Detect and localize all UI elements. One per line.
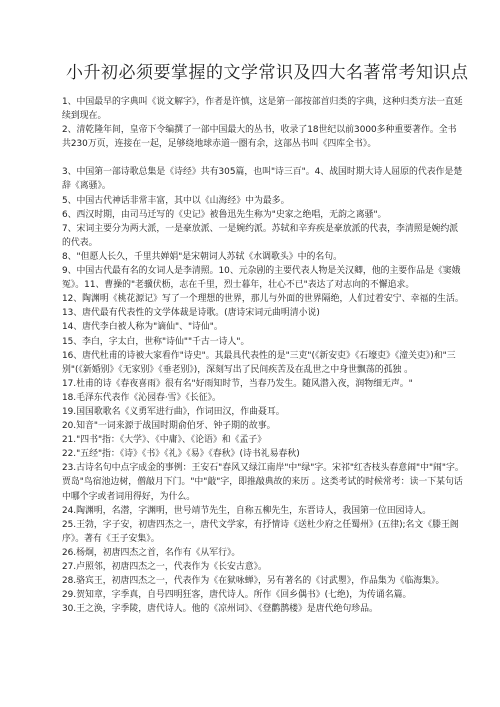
paragraph: 8、"但愿人长久，千里共婵娟"是宋朝词人苏轼《水调歌头》中的名句。 — [62, 251, 343, 262]
paragraph: 3、中国第一部诗歌总集是《诗经》共有305篇，也叫"诗三百"。4、战国时期大诗人屈原的代表作是楚辞《离骚》。 — [62, 167, 463, 192]
paragraph: 2、清乾隆年间，皇帝下令编撰了一部中国最大的丛书，收录了18世纪以前3000多种重要著作。全书共230万页，连接在一起，足够绕地球赤道一圈有余，这部丛书叫《四库全书》。 — [62, 125, 457, 150]
paragraph: 18.毛泽东代表作《沁园春·雪》《长征》。 — [62, 392, 221, 403]
paragraph: 1、中国最早的字典叫《说文解字》，作者是许慎，这是第一部按部首归类的字典，这种归类方法一直延续到现在。 — [62, 97, 463, 122]
paragraph-list — [62, 95, 464, 616]
paragraph: 29.贺知章，字季真，自号四明狂客，唐代诗人。所作《回乡偶书》(七绝)，为传诵名篇。 — [62, 590, 412, 601]
paragraph: 17.杜甫的诗《春夜喜雨》很有名"好雨知时节，当春乃发生。随风潜入夜，润物细无声。" — [62, 378, 413, 389]
paragraph: 23.古诗名句中点字成金的事例：王安石"春风又绿江南岸"中"绿"字。宋祁"红杏枝头春意闹"中"闹"字。贾岛"鸟宿池边树，僧敲月下门。"中"敲"字，即推敲典故的来历 。这类考试的时候常考：读一下某句话中哪个字或者词用得好，为什么。 — [62, 463, 464, 502]
paragraph: 19.国国歌歌名《义勇军进行曲》，作词田汉，作曲聂耳。 — [62, 406, 285, 417]
paragraph: 14、唐代李白被人称为"谪仙"、"诗仙"。 — [62, 322, 223, 333]
paragraph: 25.王勃，字子安，初唐四杰之一，唐代文学家，有抒情诗《送杜少府之任蜀州》(五律);名文《滕王阁序》。著有《王子安集》。 — [62, 519, 459, 544]
paragraph: 22."五经"指：《诗》《书》《礼》《易》《春秋》(诗书礼易春秋) — [62, 449, 300, 460]
document-title: 小升初必须要掌握的文学常识及四大名著常考知识点 — [66, 63, 469, 83]
paragraph: 6、西汉时期，由司马迁写的《史记》被鲁迅先生称为"史家之绝唱，无韵之离骚"。 — [62, 209, 387, 220]
paragraph: 5、中国古代神话非常丰富，其中以《山海经》中为最多。 — [62, 195, 290, 206]
paragraph: 21."四书"指：《大学》、《中庸》、《论语》和《孟子》 — [62, 435, 267, 446]
paragraph: 27.卢照邻，初唐四杰之一，代表作为《长安古意》。 — [62, 562, 267, 572]
paragraph: 20.知音"一词来源于战国时期俞伯牙、钟子期的故事。 — [62, 421, 276, 432]
paragraph: 12、陶渊明《桃花源记》写了一个理想的世界，那儿与外面的世界隔绝，人们过着安宁、幸福的生活。13、唐代最有代表性的文学体裁是诗歌。(唐诗宋词元曲明清小说) — [62, 294, 464, 319]
paragraph: 24.陶渊明，名潜，字渊明，世号靖节先生，自称五柳先生，东晋诗人，我国第一位田园诗人。 — [62, 505, 432, 516]
paragraph: 15、李白，字太白，世称"诗仙""千古一诗人"。 — [62, 336, 250, 347]
paragraph: 30.王之涣，字季陵，唐代诗人。他的《凉州词》、《登鹳鹊楼》是唐代绝句珍品。 — [62, 604, 378, 615]
paragraph: 9、中国古代最有名的女词人是李清照。10、元杂剧的主要代表人物是关汉卿，他的主要作品是《窦娥冤》。11、曹操的"老骥伏枥，志在千里，烈士暮年，壮心不已"表达了对志向的不懈追求。 — [62, 266, 461, 291]
paragraph: 26.杨炯，初唐四杰之首，名作有《从军行》。 — [62, 547, 241, 558]
paragraph: 7、宋词主要分为两大派，一是豪放派、一是婉约派。苏轼和辛弃疾是豪放派的代表，李清照是婉约派的代表。 — [62, 223, 459, 248]
paragraph: 28.骆宾王，初唐四杰之一，代表作为《在狱咏蝉》，另有著名的《讨武瞾》，作品集为《临海集》。 — [62, 576, 445, 587]
paragraph: 16、唐代杜甫的诗被大家看作"诗史"。其最具代表性的是"三吏"(《新安吏》《石壕吏》《潼关吏》)和"三别"(《新婚别》《无家别》《垂老别》)，深刻写出了民间疾苦及在乱世之中身世飘荡的孤独 。 — [62, 350, 456, 375]
